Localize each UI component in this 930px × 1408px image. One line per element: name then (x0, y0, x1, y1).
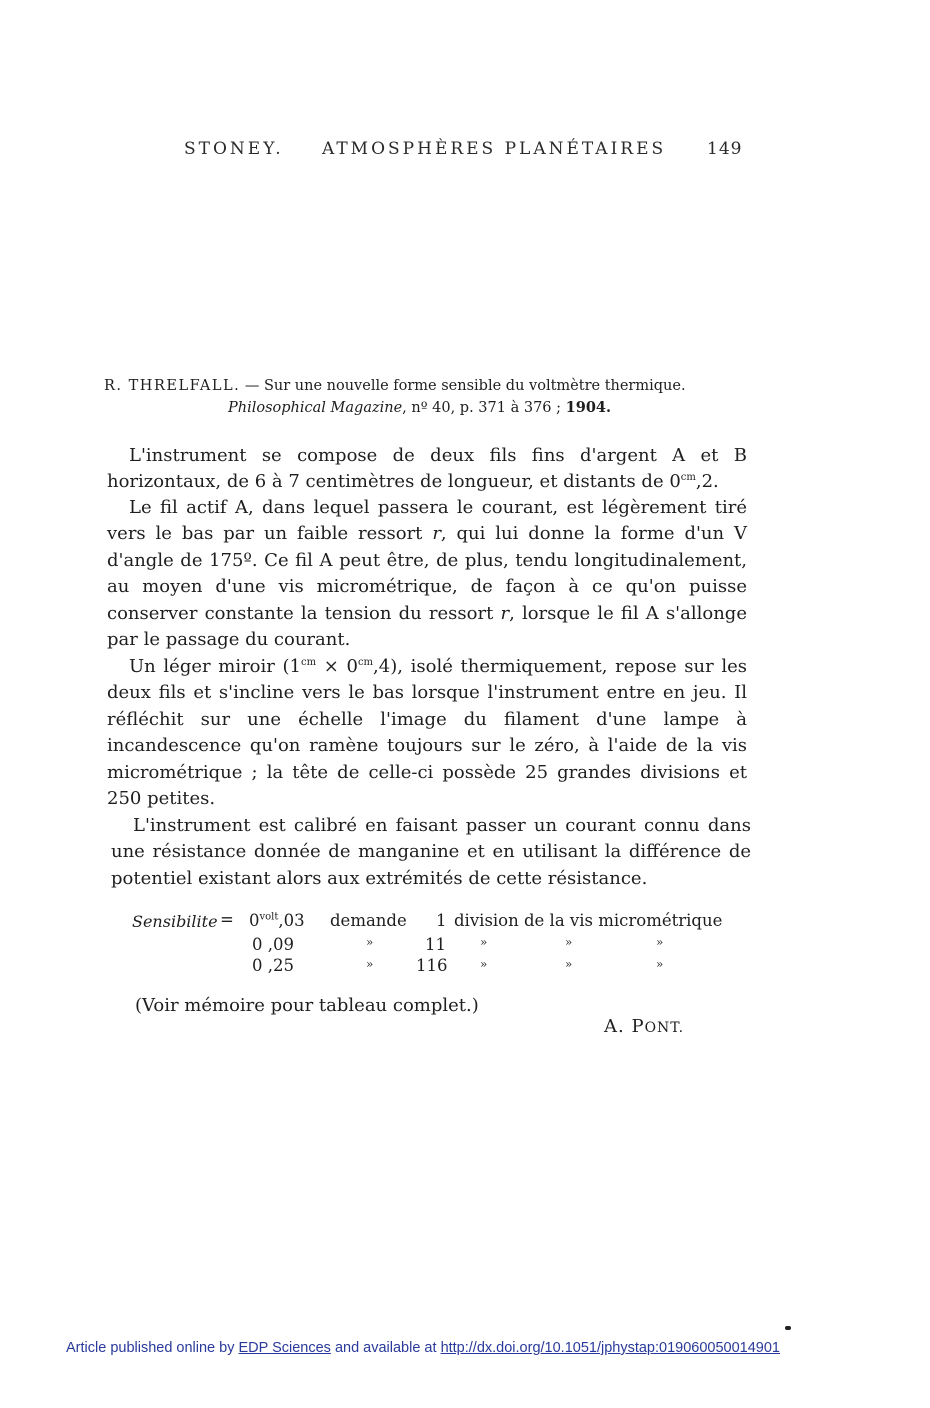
unit-superscript: cm (680, 472, 696, 484)
paragraph-2 (107, 495, 747, 653)
sensitivity-label: Sensibilite (132, 912, 218, 931)
paragraph-4 (111, 813, 751, 892)
sensitivity-number-row-3: 116 (416, 956, 448, 975)
sensitivity-value-row-1 (249, 911, 305, 930)
ditto-mark: » (656, 957, 664, 971)
sensitivity-demande: demande (330, 911, 407, 930)
reference-year: 1904. (565, 399, 612, 416)
doi-link[interactable]: http://dx.doi.org/10.1051/jphystap:019060050014901 (440, 1340, 780, 1356)
sensitivity-number-row-2: 11 (425, 935, 446, 954)
reference-line-2 (228, 399, 611, 416)
unit-superscript: cm (301, 657, 317, 668)
reference-journal: Philosophical Magazine (228, 400, 403, 416)
footer-prefix: Article published online by (66, 1340, 239, 1356)
reference-details: , nº 40, p. 371 à 376 ; (402, 400, 562, 416)
paragraph-2-text-a: Le fil actif A, dans lequel passera le courant, est légèrement tiré vers le bas par un faible ressort (107, 497, 747, 545)
reference-title: — Sur une nouvelle forme sensible du voltmètre thermique. (244, 378, 686, 394)
ditto-mark: » (366, 935, 374, 949)
paragraph-3-text-a: Un léger miroir (1 (129, 656, 302, 677)
sensitivity-value-row-2: 0 ,09 (252, 935, 294, 954)
unit-superscript: cm (357, 657, 374, 668)
page-number: 149 (707, 139, 743, 159)
sensitivity-number-row-1: 1 (436, 911, 447, 930)
running-header-title: ATMOSPHÈRES PLANÉTAIRES (322, 139, 667, 159)
unit-volt: volt (259, 911, 279, 923)
signature (604, 1016, 684, 1037)
paragraph-3-text-b: × 0 (316, 656, 358, 677)
value-decimal: ,03 (278, 911, 305, 930)
footer-notice (66, 1340, 780, 1356)
reference-line-1 (104, 378, 744, 394)
signature-initial: A. P (604, 1016, 645, 1037)
value-zero: 0 (249, 911, 260, 930)
ditto-mark: » (366, 957, 374, 971)
note-text: (Voir mémoire pour tableau complet.) (135, 995, 479, 1016)
ditto-mark: » (565, 935, 573, 949)
footer-middle: and available at (330, 1340, 441, 1356)
sensitivity-value-row-3: 0 ,25 (252, 956, 294, 975)
ditto-mark: » (480, 957, 488, 971)
sensitivity-unit-text: division de la vis micrométrique (454, 911, 723, 930)
paragraph-2-text-b: , qui lui donne la forme d'un V d'angle de 175º. Ce fil A peut être, de plus, tendu longitudinalement, au moyen d'une vis micrométrique, de façon à ce qu'on puisse conserver constante la tension du ressort (107, 523, 747, 624)
ditto-mark: » (565, 957, 573, 971)
paragraph-3-text-c: ,4), isolé thermiquement, repose sur les deux fils et s'incline vers le bas lorsque l'instrument entre en jeu. Il réfléchit sur une échelle l'image du filament d'une lampe à incandescence qu'on ramène toujours sur le zéro, à l'aide de la vis micrométrique ; la tête de celle-ci possède 25 grandes divisions et 250 petites. (107, 656, 747, 810)
ditto-mark: » (480, 935, 488, 949)
running-header-left: STONEY. (184, 139, 284, 159)
symbol-r: r (432, 523, 441, 545)
ditto-mark: » (656, 935, 664, 949)
sensitivity-equals: = (220, 910, 234, 929)
paragraph-1 (107, 443, 747, 496)
paragraph-4-text: L'instrument est calibré en faisant passer un courant connu dans une résistance donnée de manganine et en utilisant la différence de potentiel existant alors aux extrémités de cette résistance. (111, 815, 751, 889)
signature-rest: ONT. (644, 1020, 685, 1036)
paragraph-2-text-c: , lorsque le fil A s'allonge par le passage du courant. (107, 602, 747, 651)
symbol-r: r (500, 602, 510, 624)
reference-author: R. THRELFALL. (104, 378, 241, 394)
publisher-link[interactable]: EDP Sciences (238, 1340, 331, 1356)
ink-dot (785, 1326, 791, 1330)
paragraph-1-text: L'instrument se compose de deux fils fins d'argent A et B horizontaux, de 6 à 7 centimètres de longueur, et distants de 0 (107, 445, 747, 493)
paragraph-3 (107, 654, 747, 812)
paragraph-1-end: ,2. (695, 471, 719, 493)
